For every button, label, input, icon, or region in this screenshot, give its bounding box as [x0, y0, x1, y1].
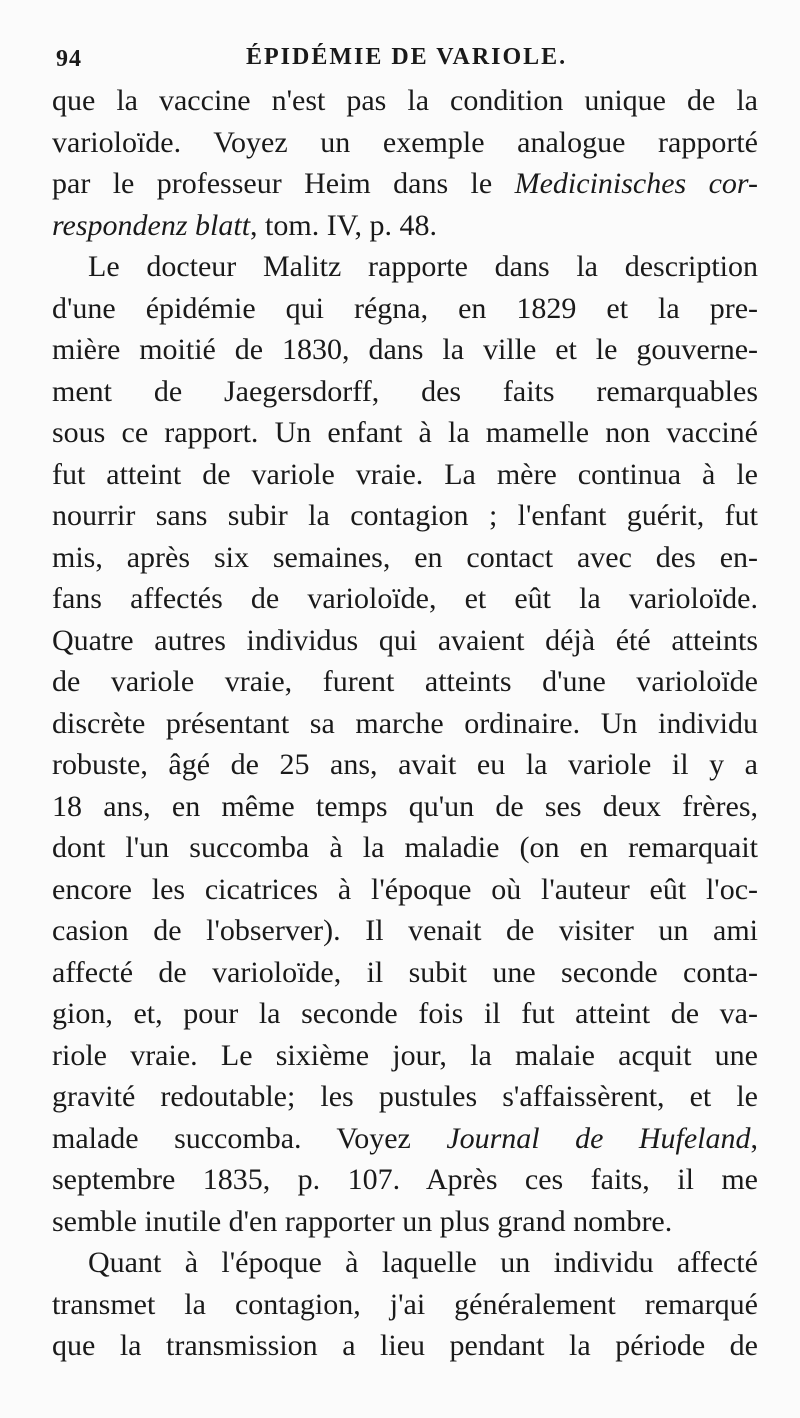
text-line-3 [52, 163, 758, 205]
text-line-10: fut atteint de variole vraie. La mère continua à le [52, 457, 758, 491]
text-line-20: encore les cicatrices à l'époque où l'auteur eût l'oc- [52, 872, 758, 906]
text-line-25: gravité redoutable; les pustules s'affaissèrent, et le [52, 1080, 758, 1113]
text-line-13: fans affectés de varioloïde, et eût la varioloïde. [52, 582, 758, 615]
text-line-5: Le docteur Malitz rapporte dans la description [88, 250, 758, 283]
text-line-26-roman: malade succomba. Voyez [52, 1121, 447, 1155]
text-line-14: Quatre autres individus qui avaient déjà été atteints [52, 623, 758, 657]
journal-title-part-1: Medicinisches cor- [514, 167, 758, 200]
text-line-6: d'une épidémie qui régna, en 1829 et la pre- [52, 291, 758, 325]
page-number: 94 [56, 46, 82, 72]
text-line-23: gion, et, pour la seconde fois il fut atteint de va- [52, 997, 758, 1030]
text-line-17: robuste, âgé de 25 ans, avait eu la variole il y a [52, 748, 758, 781]
text-line-7: mière moitié de 1830, dans la ville et le gouverne- [52, 333, 758, 366]
text-line-28: semble inutile d'en rapporter un plus grand nombre. [52, 1204, 673, 1238]
journal-title-hufeland: Journal de Hufeland [446, 1121, 751, 1155]
text-line-11: nourrir sans subir la contagion ; l'enfant guérit, fut [52, 499, 758, 532]
text-line-24: riole vraie. Le sixième jour, la malaie acquit une [52, 1038, 758, 1072]
text-line-26 [52, 1118, 758, 1160]
text-line-15: de variole vraie, furent atteints d'une varioloïde [52, 665, 758, 698]
text-line-19: dont l'un succomba à la maladie (on en remarquait [52, 831, 758, 864]
text-line-1: que la vaccine n'est pas la condition unique de la [52, 84, 758, 117]
text-line-21: casion de l'observer). Il venait de visiter un ami [52, 914, 758, 947]
text-line-26-comma: , [750, 1121, 758, 1155]
body-text [52, 80, 758, 1367]
text-line-8: ment de Jaegersdorff, des faits remarquables [52, 374, 758, 408]
text-line-27: septembre 1835, p. 107. Après ces faits, il me [52, 1163, 758, 1196]
journal-title-part-2: respondenz blatt [52, 208, 251, 242]
page-header [56, 40, 746, 80]
text-line-22: affecté de varioloïde, il subit une seconde conta- [52, 955, 758, 989]
text-line-3-roman: par le professeur Heim dans le [52, 167, 515, 200]
text-line-12: mis, après six semaines, en contact avec des en- [52, 540, 758, 574]
text-line-18: 18 ans, en même temps qu'un de ses deux frères, [52, 789, 758, 823]
text-line-16: discrète présentant sa marche ordinaire. Un individu [52, 706, 758, 740]
running-head: ÉPIDÉMIE DE VARIOLE. [246, 44, 568, 70]
text-line-31: que la transmission a lieu pendant la période de [52, 1329, 758, 1362]
text-line-29: Quant à l'époque à laquelle un individu affecté [88, 1246, 758, 1279]
text-line-4 [52, 205, 758, 247]
text-line-4-roman: , tom. IV, p. 48. [250, 208, 438, 242]
text-line-30: transmet la contagion, j'ai généralement remarqué [52, 1287, 758, 1321]
text-line-9: sous ce rapport. Un enfant à la mamelle non vacciné [52, 416, 758, 449]
text-line-2: varioloïde. Voyez un exemple analogue rapporté [52, 125, 758, 159]
